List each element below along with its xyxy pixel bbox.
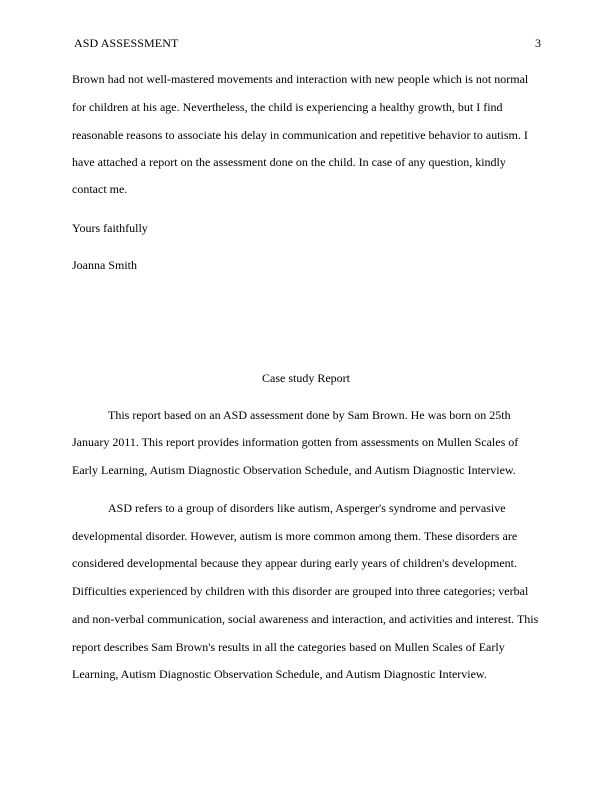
report-paragraph-1-line: Early Learning, Autism Diagnostic Observation Schedule, and Autism Diagnostic Interview.: [72, 463, 516, 477]
report-paragraph-2-line: report describes Sam Brown's results in all the categories based on Mullen Scales of Early: [72, 640, 505, 654]
letter-line: for children at his age. Nevertheless, the child is experiencing a healthy growth, but I find: [72, 100, 503, 114]
report-paragraph-2-line: considered developmental because they appear during early years of children's development.: [72, 556, 517, 570]
report-paragraph-2-line: Difficulties experienced by children with this disorder are grouped into three categories; verbal: [72, 584, 529, 598]
letter-signature: Joanna Smith: [72, 258, 137, 272]
running-head: ASD ASSESSMENT: [74, 36, 179, 50]
letter-line: contact me.: [72, 182, 128, 196]
report-paragraph-1-line: This report based on an ASD assessment done by Sam Brown. He was born on 25th: [108, 408, 511, 422]
page-number: 3: [535, 36, 541, 50]
report-paragraph-2-line: and non-verbal communication, social awareness and interaction, and activities and interest. This: [72, 612, 539, 626]
report-paragraph-2-line: Learning, Autism Diagnostic Observation Schedule, and Autism Diagnostic Interview.: [72, 667, 487, 681]
letter-line: Brown had not well-mastered movements and interaction with new people which is not normal: [72, 72, 529, 86]
report-paragraph-2-line: developmental disorder. However, autism is more common among them. These disorders are: [72, 529, 518, 543]
letter-closing: Yours faithfully: [72, 221, 148, 235]
letter-line: reasonable reasons to associate his delay in communication and repetitive behavior to autism. I: [72, 128, 528, 142]
report-paragraph-1-line: January 2011. This report provides information gotten from assessments on Mullen Scales of: [72, 435, 519, 449]
report-paragraph-2-line: ASD refers to a group of disorders like autism, Asperger's syndrome and pervasive: [108, 501, 506, 515]
report-title: Case study Report: [262, 371, 350, 385]
letter-line: have attached a report on the assessment done on the child. In case of any question, kindly: [72, 155, 506, 169]
